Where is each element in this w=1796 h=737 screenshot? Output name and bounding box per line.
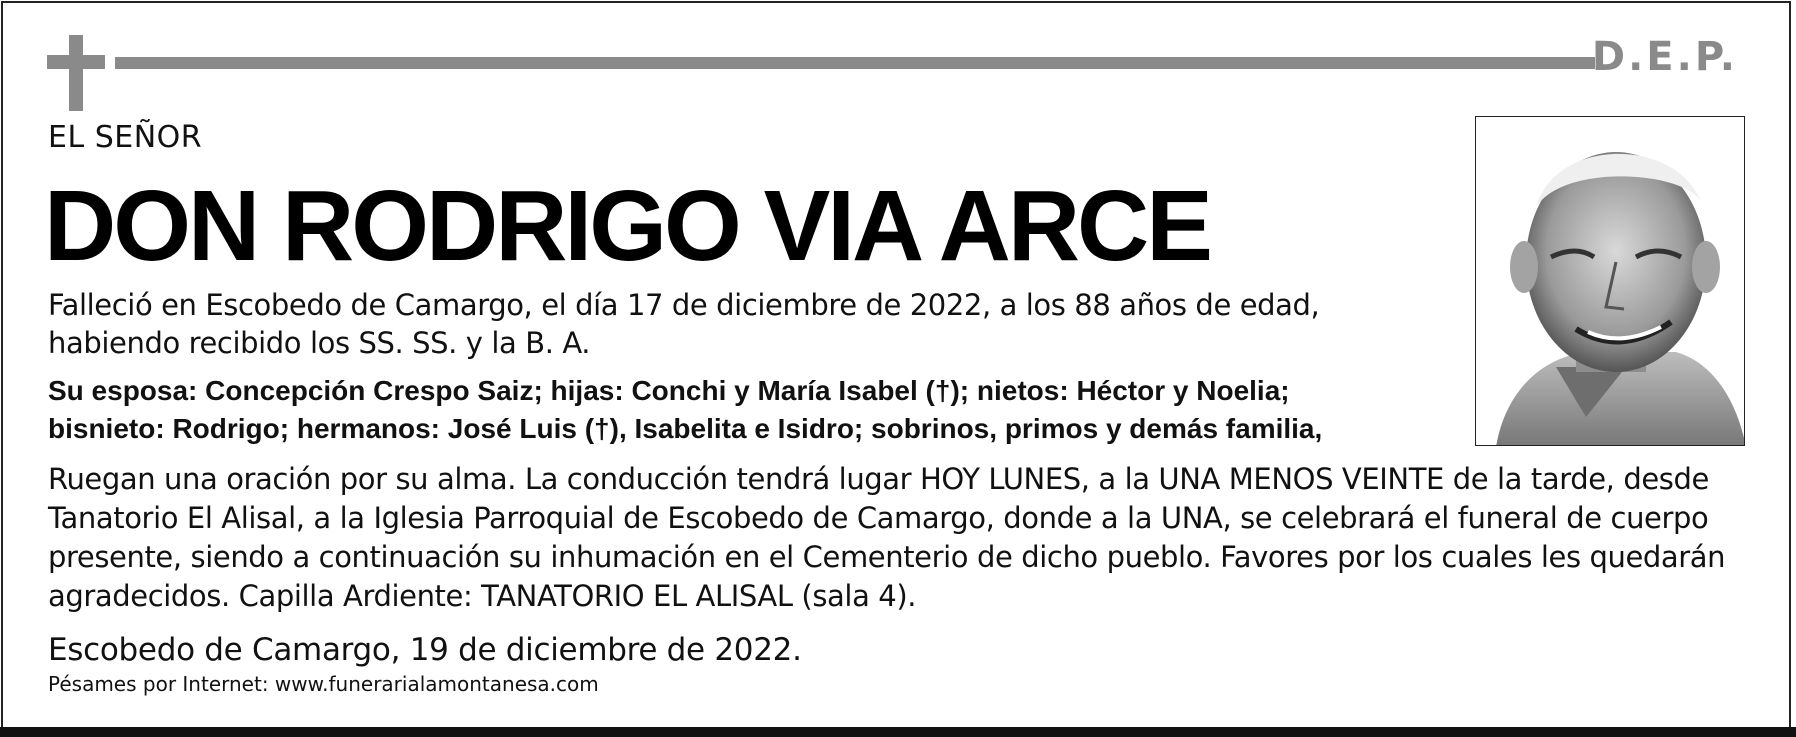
portrait-photo	[1475, 116, 1745, 446]
header-rule	[115, 57, 1595, 69]
family-line: bisnieto: Rodrigo; hermanos: José Luis (†), Isabelita e Isidro; sobrinos, primos y demás familia,	[48, 413, 1323, 444]
ceremony-details	[48, 460, 1768, 616]
ceremony-line: Ruegan una oración por su alma. La conducción tendrá lugar HOY LUNES, a la UNA MENOS VEINTE de la tarde, desde	[48, 462, 1709, 496]
death-announcement	[48, 286, 1448, 362]
family-list	[48, 372, 1448, 448]
death-line: habiendo recibido los SS. SS. y la B. A.	[48, 326, 591, 360]
portrait-image	[1476, 117, 1745, 446]
condolences-link: Pésames por Internet: www.funerarialamontanesa.com	[48, 672, 599, 696]
family-line: Su esposa: Concepción Crespo Saiz; hijas: Conchi y María Isabel (†); nietos: Héctor y Noelia;	[48, 375, 1290, 406]
dep-label: D.E.P.	[1591, 34, 1738, 80]
title-prefix: EL SEÑOR	[48, 120, 203, 155]
deceased-name: DON RODRIGO VIA ARCE	[44, 170, 1210, 282]
bottom-border	[0, 727, 1796, 737]
ceremony-line: Tanatorio El Alisal, a la Iglesia Parroquial de Escobedo de Camargo, donde a la UNA, se celebrará el funeral de cuerpo	[48, 501, 1709, 535]
ceremony-line: presente, siendo a continuación su inhumación en el Cementerio de dicho pueblo. Favores por los cuales les quedarán	[48, 540, 1726, 574]
latin-cross-icon	[47, 35, 105, 111]
place-date: Escobedo de Camargo, 19 de diciembre de 2022.	[48, 632, 802, 668]
death-line: Falleció en Escobedo de Camargo, el día 17 de diciembre de 2022, a los 88 años de edad,	[48, 288, 1320, 322]
ceremony-line: agradecidos. Capilla Ardiente: TANATORIO EL ALISAL (sala 4).	[48, 579, 917, 613]
